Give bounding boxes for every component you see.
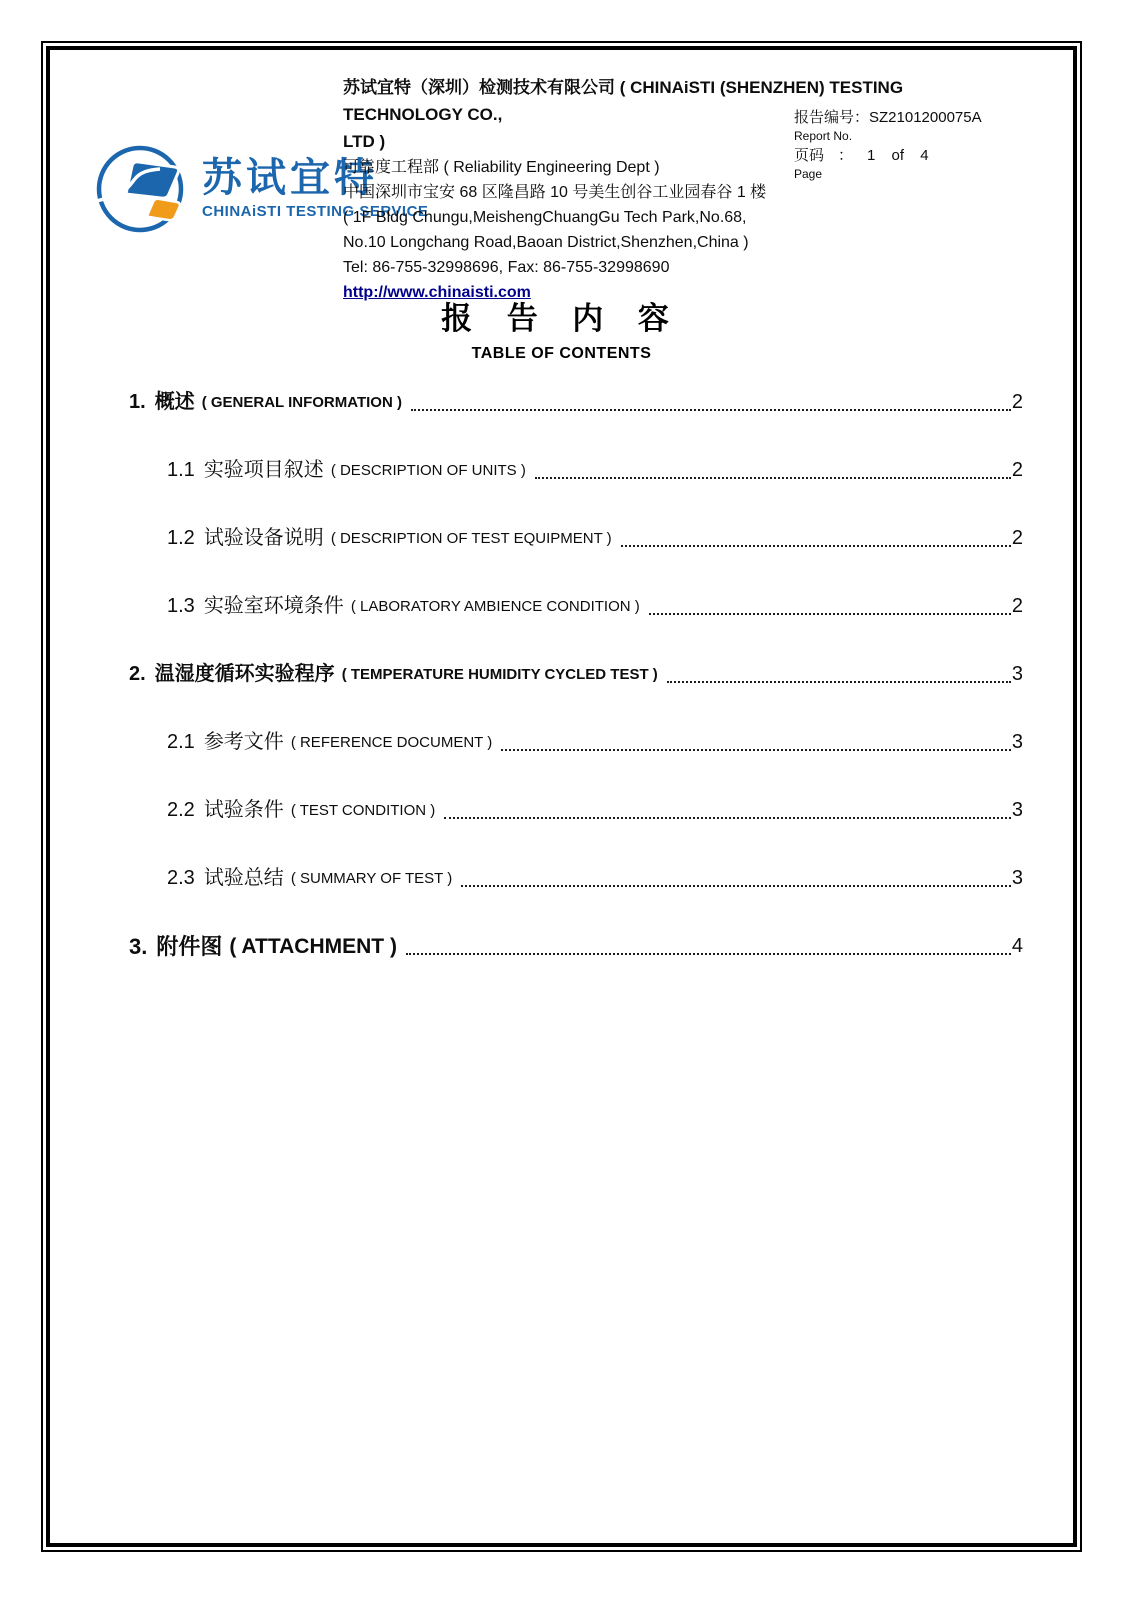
- toc-entry-laboratory-ambience-condition: [129, 593, 1023, 620]
- tel-fax-line: Tel: 86-755-32998696, Fax: 86-755-32998690: [343, 259, 670, 276]
- title-en: TABLE OF CONTENTS: [471, 345, 652, 362]
- toc-entry-page: 3: [1011, 663, 1023, 685]
- toc-entry-number: 1.3: [167, 595, 195, 617]
- address-en-line2: No.10 Longchang Road,Baoan District,Shenzhen,China ): [343, 234, 749, 251]
- dot-leader: [501, 749, 1011, 751]
- toc-entry-label-cn: 概述: [154, 391, 195, 413]
- toc-entry-label-cn: 实验室环境条件: [203, 595, 344, 617]
- toc-entry-label-cn: 试验设备说明: [203, 527, 324, 549]
- dot-leader: [411, 409, 1011, 411]
- report-no-label-cn: 报告编号：: [794, 109, 870, 126]
- toc-entry-label-cn: 实验项目叙述: [203, 459, 324, 481]
- dot-leader: [444, 817, 1011, 819]
- page-colon: ：: [838, 147, 854, 164]
- toc-entry-label-cn: 温湿度循环实验程序: [154, 663, 335, 685]
- department-line: 可靠度工程部 ( Reliability Engineering Dept ): [343, 159, 660, 176]
- dot-leader: [621, 545, 1011, 547]
- toc-entry-label-cn: 参考文件: [203, 731, 284, 753]
- address-en-line1: ( 1F Bldg Chungu,MeishengChuangGu Tech Park,No.68,: [343, 209, 747, 226]
- chinaisti-logo-icon: [90, 136, 194, 241]
- toc-entry-number: 2.: [129, 663, 146, 685]
- logo-name-cn: 苏试宜特: [202, 156, 378, 200]
- table-of-contents: [129, 389, 1023, 1001]
- toc-entry-label-cn: 试验条件: [203, 799, 284, 821]
- toc-entry-label-en: ( REFERENCE DOCUMENT ): [290, 734, 493, 751]
- toc-entry-label-en: ( TEMPERATURE HUMIDITY CYCLED TEST ): [341, 666, 658, 683]
- toc-entry-number: 3.: [129, 934, 148, 959]
- address-cn: 中国深圳市宝安 68 区隆昌路 10 号美生创谷工业园春谷 1 楼: [343, 184, 767, 201]
- toc-entry-page: 2: [1011, 595, 1023, 617]
- toc-entry-page: 3: [1011, 731, 1023, 753]
- toc-entry-label-en: ( SUMMARY OF TEST ): [290, 870, 453, 887]
- toc-entry-page: 3: [1011, 799, 1023, 821]
- report-no-label-en: Report No.: [794, 129, 853, 143]
- toc-entry-number: 2.2: [167, 799, 195, 821]
- title-cn: 报 告 内 容: [441, 301, 682, 336]
- dot-leader: [461, 885, 1011, 887]
- page-border-inner: [46, 46, 1077, 1547]
- dot-leader: [535, 477, 1011, 479]
- toc-entry-label-en: ( GENERAL INFORMATION ): [201, 394, 402, 411]
- toc-entry-label-en: ( ATTACHMENT ): [229, 935, 397, 958]
- logo-name-en: CHINAiSTI TESTING SERVICE: [202, 203, 429, 220]
- report-no-value: SZ2101200075A: [869, 109, 982, 126]
- page-label-en: Page: [794, 167, 823, 181]
- page-label-cn: 页码: [794, 147, 825, 164]
- toc-entry-reference-document: [129, 729, 1023, 756]
- toc-entry-description-of-units: [129, 457, 1023, 484]
- page-number-value: 1 of 4: [867, 147, 929, 164]
- toc-entry-page: 3: [1011, 867, 1023, 889]
- toc-entry-number: 1.1: [167, 459, 195, 481]
- dot-leader: [406, 953, 1011, 955]
- toc-entry-label-en: ( DESCRIPTION OF TEST EQUIPMENT ): [330, 530, 612, 547]
- toc-entry-number: 2.1: [167, 731, 195, 753]
- toc-entry-page: 4: [1011, 935, 1023, 957]
- toc-entry-label-en: ( DESCRIPTION OF UNITS ): [330, 462, 526, 479]
- website-link[interactable]: http://www.chinaisti.com: [343, 284, 531, 301]
- toc-entry-number: 1.2: [167, 527, 195, 549]
- page-border: [41, 41, 1082, 1552]
- toc-entry-label-en: ( LABORATORY AMBIENCE CONDITION ): [350, 598, 640, 615]
- toc-entry-number: 2.3: [167, 867, 195, 889]
- company-name-line1: 苏试宜特（深圳）检测技术有限公司 ( CHINAiSTI (SHENZHEN) TESTING TECHNOLOGY CO.,: [343, 78, 904, 124]
- dot-leader: [649, 613, 1011, 615]
- toc-entry-page: 2: [1011, 459, 1023, 481]
- toc-entry-description-of-test-equipment: [129, 525, 1023, 552]
- toc-entry-test-condition: [129, 797, 1023, 824]
- toc-entry-page: 2: [1011, 527, 1023, 549]
- toc-entry-label-en: ( TEST CONDITION ): [290, 802, 436, 819]
- report-number-block: [794, 108, 982, 184]
- toc-entry-temperature-humidity-cycled-test: [129, 661, 1023, 688]
- toc-entry-page: 2: [1011, 391, 1023, 413]
- toc-entry-general-information: [129, 389, 1023, 416]
- dot-leader: [667, 681, 1011, 683]
- document-title: [50, 293, 1073, 363]
- toc-entry-summary-of-test: [129, 865, 1023, 892]
- toc-entry-label-cn: 附件图: [156, 934, 223, 959]
- toc-entry-number: 1.: [129, 391, 146, 413]
- toc-entry-label-cn: 试验总结: [203, 867, 284, 889]
- toc-entry-attachment: [129, 933, 1023, 960]
- company-name-line2: LTD ): [343, 132, 386, 151]
